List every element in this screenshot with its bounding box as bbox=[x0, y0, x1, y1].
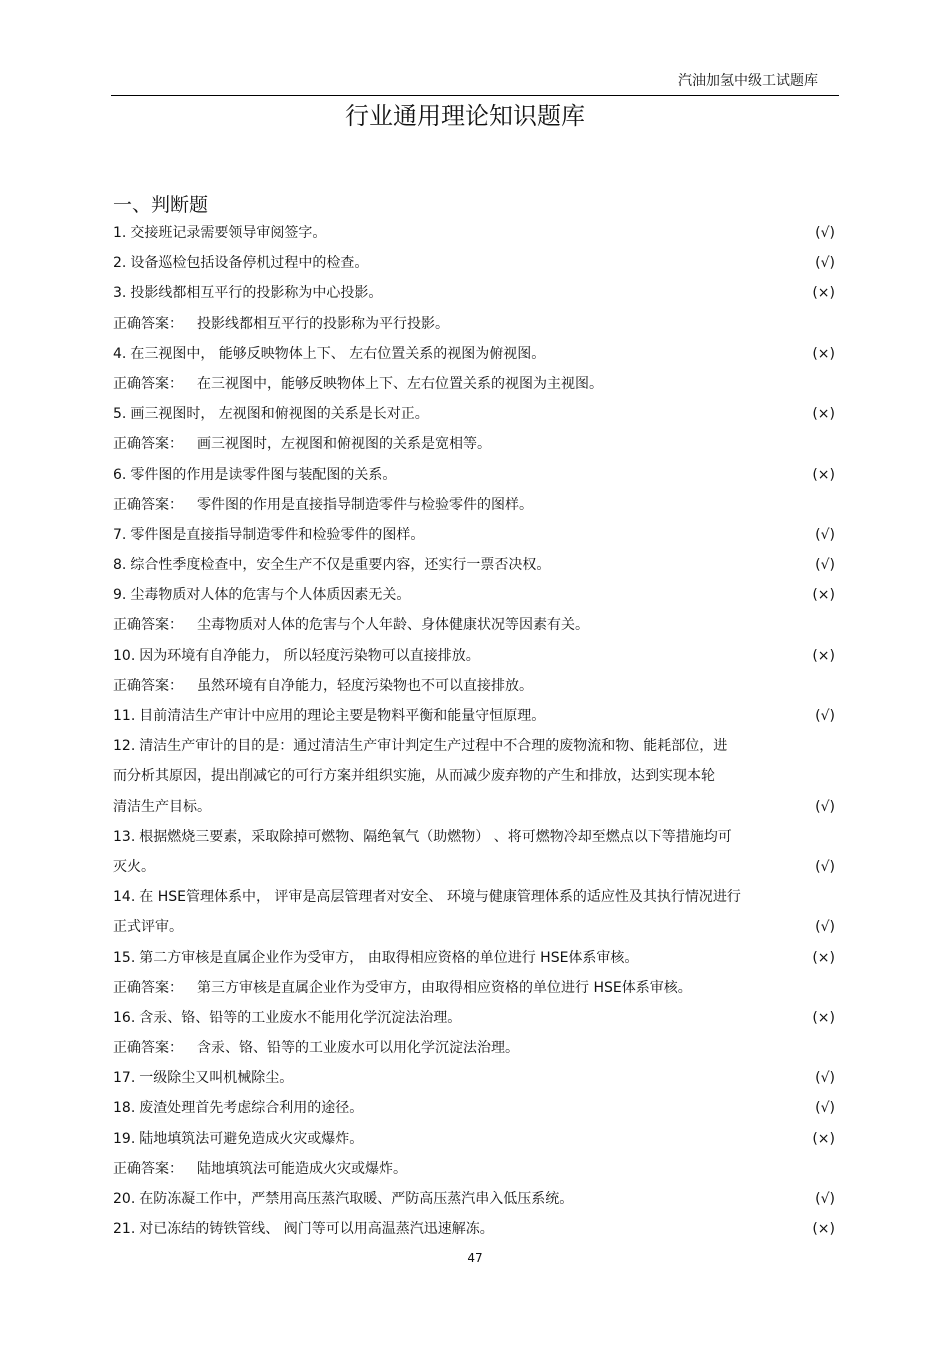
question-line bbox=[113, 822, 835, 852]
question-line bbox=[113, 1124, 835, 1154]
question-text: 灭火。 bbox=[113, 858, 155, 875]
answer-mark: (√) bbox=[815, 225, 835, 241]
question-line bbox=[113, 248, 835, 278]
question-line bbox=[113, 1003, 835, 1033]
question-line bbox=[113, 701, 835, 731]
question-number: 17. bbox=[113, 1070, 136, 1087]
answer-mark: (√) bbox=[815, 858, 835, 875]
question-line bbox=[113, 882, 835, 912]
question-line bbox=[113, 399, 835, 429]
question-text: 第二方审核是直属企业作为受审方， 由取得相应资格的单位进行 HSE体系审核。 bbox=[139, 949, 639, 966]
question-line bbox=[113, 1214, 835, 1244]
question-line bbox=[113, 1184, 835, 1214]
answer-mark: (√) bbox=[815, 1070, 835, 1087]
answer-line bbox=[113, 490, 835, 520]
answer-line bbox=[113, 309, 835, 339]
answer-mark: (√) bbox=[815, 526, 835, 543]
answer-label: 正确答案： bbox=[113, 436, 183, 453]
question-text: 而分析其原因，提出削减它的可行方案并组织实施，从而减少废弃物的产生和排放，达到实现本轮 bbox=[113, 768, 715, 785]
answer-mark: (√) bbox=[815, 1100, 835, 1117]
answer-label: 正确答案： bbox=[113, 617, 183, 634]
answer-line bbox=[113, 369, 835, 399]
question-text: 正式评审。 bbox=[113, 919, 183, 936]
running-header: 汽油加氢中级工试题库 bbox=[678, 73, 818, 89]
answer-text: 陆地填筑法可能造成火灾或爆炸。 bbox=[197, 1160, 407, 1177]
answer-text: 在三视图中，能够反映物体上下、左右位置关系的视图为主视图。 bbox=[197, 375, 603, 392]
question-number: 12. bbox=[113, 738, 136, 755]
question-continuation-line bbox=[113, 912, 835, 942]
question-number: 16. bbox=[113, 1009, 136, 1026]
question-line bbox=[113, 1063, 835, 1093]
question-number: 21. bbox=[113, 1221, 136, 1238]
answer-mark: (×) bbox=[812, 466, 835, 483]
question-line bbox=[113, 218, 835, 248]
question-line bbox=[113, 731, 835, 761]
answer-mark: (√) bbox=[815, 919, 835, 936]
question-text: 陆地填筑法可避免造成火灾或爆炸。 bbox=[139, 1130, 364, 1147]
answer-mark: (×) bbox=[812, 587, 835, 604]
answer-text: 第三方审核是直属企业作为受审方，由取得相应资格的单位进行 HSE体系审核。 bbox=[197, 979, 692, 996]
question-number: 1. bbox=[113, 225, 127, 241]
question-continuation-line bbox=[113, 761, 835, 791]
question-number: 9. bbox=[113, 587, 127, 604]
answer-mark: (√) bbox=[815, 798, 835, 815]
answer-mark: (√) bbox=[815, 708, 835, 724]
answer-label: 正确答案： bbox=[113, 315, 183, 332]
answer-label: 正确答案： bbox=[113, 677, 183, 694]
answer-label: 正确答案： bbox=[113, 1040, 183, 1057]
question-line bbox=[113, 943, 835, 973]
question-text: 根据燃烧三要素，采取除掉可燃物、隔绝氧气（助燃物） 、将可燃物冷却至燃点以下等措施均可 bbox=[139, 828, 732, 845]
question-text: 画三视图时， 左视图和俯视图的关系是长对正。 bbox=[130, 406, 429, 423]
question-number: 14. bbox=[113, 889, 136, 906]
question-text: 含汞、铬、铅等的工业废水不能用化学沉淀法治理。 bbox=[139, 1009, 462, 1026]
question-number: 5. bbox=[113, 406, 127, 423]
answer-line bbox=[113, 1033, 835, 1063]
question-text: 零件图是直接指导制造零件和检验零件的图样。 bbox=[130, 526, 425, 543]
section-heading: 一、判断题 bbox=[113, 194, 209, 216]
question-text: 因为环境有自净能力， 所以轻度污染物可以直接排放。 bbox=[139, 647, 480, 664]
answer-mark: (×) bbox=[812, 949, 835, 966]
question-number: 20. bbox=[113, 1191, 136, 1207]
answer-line bbox=[113, 610, 835, 640]
question-number: 11. bbox=[113, 708, 136, 724]
question-line bbox=[113, 520, 835, 550]
question-text: 设备巡检包括设备停机过程中的检查。 bbox=[130, 255, 369, 272]
question-line bbox=[113, 550, 835, 580]
question-text: 在三视图中， 能够反映物体上下、 左右位置关系的视图为俯视图。 bbox=[130, 345, 546, 362]
question-line bbox=[113, 641, 835, 671]
answer-line bbox=[113, 1154, 835, 1184]
answer-text: 画三视图时，左视图和俯视图的关系是宽相等。 bbox=[197, 436, 491, 453]
answer-text: 投影线都相互平行的投影称为平行投影。 bbox=[197, 315, 449, 332]
question-continuation-line bbox=[113, 852, 835, 882]
answer-text: 虽然环境有自净能力，轻度污染物也不可以直接排放。 bbox=[197, 677, 533, 694]
answer-mark: (√) bbox=[815, 255, 835, 272]
question-number: 19. bbox=[113, 1130, 136, 1147]
answer-line bbox=[113, 973, 835, 1003]
question-number: 8. bbox=[113, 557, 127, 574]
question-number: 15. bbox=[113, 949, 136, 966]
question-line bbox=[113, 1093, 835, 1123]
question-text: 清洁生产审计的目的是：通过清洁生产审计判定生产过程中不合理的废物流和物、能耗部位，进 bbox=[139, 738, 728, 755]
question-number: 6. bbox=[113, 466, 127, 483]
question-text: 交接班记录需要领导审阅签字。 bbox=[130, 225, 327, 241]
answer-mark: (×) bbox=[812, 406, 835, 423]
answer-label: 正确答案： bbox=[113, 1160, 183, 1177]
question-text: 废渣处理首先考虑综合利用的途径。 bbox=[139, 1100, 364, 1117]
answer-line bbox=[113, 671, 835, 701]
answer-text: 含汞、铬、铅等的工业废水可以用化学沉淀法治理。 bbox=[197, 1040, 519, 1057]
page-title: 行业通用理论知识题库 bbox=[345, 102, 585, 130]
question-list bbox=[113, 218, 835, 1244]
question-number: 13. bbox=[113, 828, 136, 845]
question-number: 18. bbox=[113, 1100, 136, 1117]
question-text: 零件图的作用是读零件图与装配图的关系。 bbox=[130, 466, 397, 483]
question-line bbox=[113, 339, 835, 369]
question-number: 2. bbox=[113, 255, 127, 272]
answer-text: 零件图的作用是直接指导制造零件与检验零件的图样。 bbox=[197, 496, 533, 513]
answer-mark: (×) bbox=[812, 1009, 835, 1026]
answer-mark: (×) bbox=[812, 1221, 835, 1238]
answer-mark: (√) bbox=[815, 557, 835, 574]
question-text: 投影线都相互平行的投影称为中心投影。 bbox=[130, 285, 383, 302]
answer-mark: (×) bbox=[812, 647, 835, 664]
question-line bbox=[113, 460, 835, 490]
question-text: 目前清洁生产审计中应用的理论主要是物料平衡和能量守恒原理。 bbox=[139, 708, 546, 724]
question-line bbox=[113, 580, 835, 610]
question-continuation-line bbox=[113, 792, 835, 822]
answer-mark: (√) bbox=[815, 1191, 835, 1207]
question-text: 对已冻结的铸铁管线、 阀门等可以用高温蒸汽迅速解冻。 bbox=[139, 1221, 494, 1238]
answer-label: 正确答案： bbox=[113, 375, 183, 392]
answer-text: 尘毒物质对人体的危害与个人年龄、身体健康状况等因素有关。 bbox=[197, 617, 589, 634]
question-text: 清洁生产目标。 bbox=[113, 798, 211, 815]
page-number: 47 bbox=[467, 1251, 483, 1265]
question-number: 10. bbox=[113, 647, 136, 664]
answer-mark: (×) bbox=[812, 1130, 835, 1147]
question-number: 4. bbox=[113, 345, 127, 362]
question-line bbox=[113, 278, 835, 308]
question-number: 3. bbox=[113, 285, 127, 302]
question-text: 尘毒物质对人体的危害与个人体质因素无关。 bbox=[130, 587, 411, 604]
question-text: 一级除尘又叫机械除尘。 bbox=[139, 1070, 294, 1087]
question-number: 7. bbox=[113, 526, 127, 543]
question-text: 综合性季度检查中，安全生产不仅是重要内容，还实行一票否决权。 bbox=[130, 557, 551, 574]
question-text: 在防冻凝工作中，严禁用高压蒸汽取暖、严防高压蒸汽串入低压系统。 bbox=[139, 1191, 574, 1207]
answer-label: 正确答案： bbox=[113, 979, 183, 996]
answer-mark: (×) bbox=[812, 285, 835, 302]
answer-line bbox=[113, 429, 835, 459]
answer-mark: (×) bbox=[812, 345, 835, 362]
answer-label: 正确答案： bbox=[113, 496, 183, 513]
question-text: 在 HSE管理体系中， 评审是高层管理者对安全、 环境与健康管理体系的适应性及其执行情况进行 bbox=[139, 889, 741, 906]
